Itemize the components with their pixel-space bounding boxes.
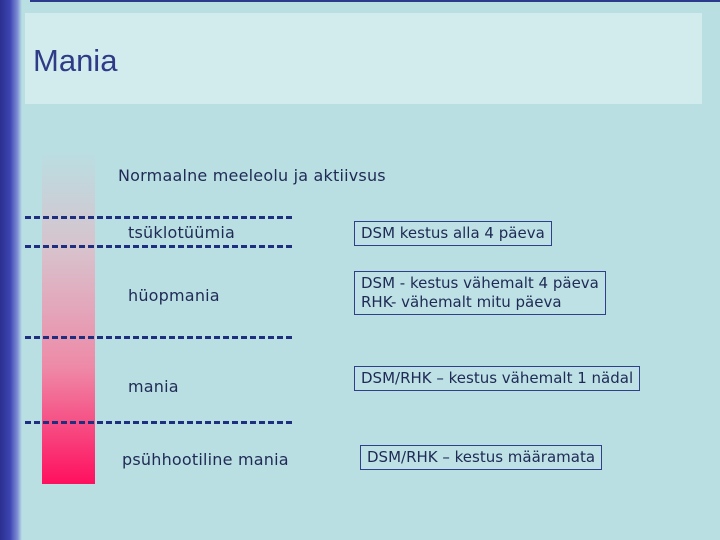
level-label-psychotic-mania: psühhootiline mania — [122, 450, 289, 469]
criteria-box-psychotic-mania — [360, 445, 602, 470]
criteria-box-hypomania — [354, 271, 606, 315]
severity-gradient-bar — [42, 150, 95, 484]
divider-line — [25, 216, 292, 219]
level-label-hypomania: hüopmania — [128, 286, 220, 305]
criteria-line: DSM/RHK – kestus määramata — [367, 448, 596, 466]
criteria-box-cyclothymia — [354, 221, 552, 246]
criteria-line: DSM - kestus vähemalt 4 päeva — [361, 274, 599, 292]
left-accent-bar — [0, 0, 22, 540]
criteria-box-mania — [354, 366, 640, 391]
top-rule — [30, 0, 720, 2]
criteria-line: DSM/RHK – kestus vähemalt 1 nädal — [361, 369, 634, 387]
level-label-cyclothymia: tsüklotüümia — [128, 223, 236, 242]
title-area — [25, 13, 702, 104]
criteria-line: RHK- vähemalt mitu päeva — [361, 293, 562, 311]
level-label-mania: mania — [128, 377, 179, 396]
divider-line — [25, 421, 292, 424]
divider-line — [25, 245, 292, 248]
slide-title: Mania — [33, 43, 118, 78]
criteria-line: DSM kestus alla 4 päeva — [361, 224, 545, 242]
divider-line — [25, 336, 292, 339]
baseline-label: Normaalne meeleolu ja aktiivsus — [118, 166, 386, 185]
